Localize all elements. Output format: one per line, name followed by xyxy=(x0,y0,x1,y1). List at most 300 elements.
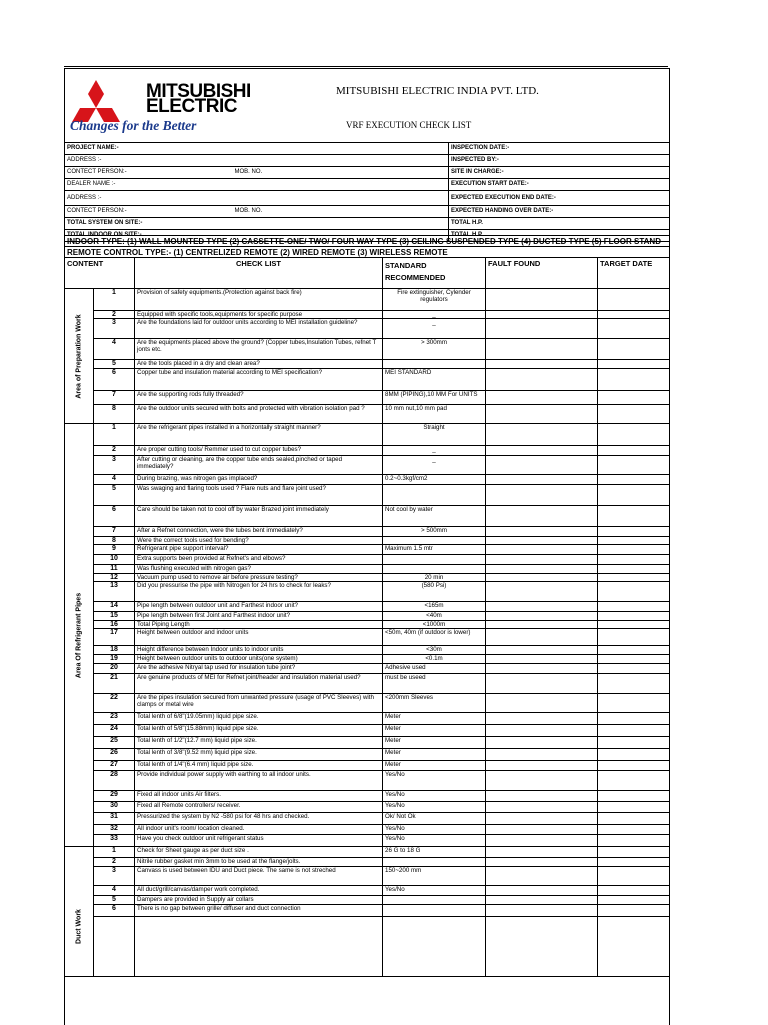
checklist-row xyxy=(65,369,670,391)
item-standard: Yes/No xyxy=(383,771,486,791)
item-target-date-cell[interactable] xyxy=(598,574,670,582)
checklist-row xyxy=(65,867,670,886)
item-fault-found-cell[interactable] xyxy=(486,858,598,867)
item-fault-found-cell[interactable] xyxy=(486,694,598,713)
item-number: 1 xyxy=(94,847,135,858)
item-fault-found-cell[interactable] xyxy=(486,737,598,749)
item-number: 28 xyxy=(94,771,135,791)
item-standard: _ xyxy=(383,456,486,475)
item-number: 1 xyxy=(94,289,135,311)
top-border xyxy=(64,66,668,67)
item-standard: Meter xyxy=(383,725,486,737)
item-standard: <30m xyxy=(383,646,486,655)
item-fault-found-cell[interactable] xyxy=(486,646,598,655)
item-check-text: Extra supports been provided at Refnet's and elbows? xyxy=(135,555,383,565)
item-number: 2 xyxy=(94,311,135,319)
item-standard: <40m xyxy=(383,612,486,621)
checklist-row xyxy=(65,655,670,664)
item-check-text: Nitrile rubber gasket min 3mm to be used at the flange/jolts. xyxy=(135,858,383,867)
item-fault-found-cell[interactable] xyxy=(486,545,598,555)
item-standard: 150~200 mm xyxy=(383,867,486,886)
item-fault-found-cell[interactable] xyxy=(486,713,598,725)
checklist-row xyxy=(65,360,670,369)
item-target-date-cell[interactable] xyxy=(598,737,670,749)
item-number: 4 xyxy=(94,886,135,896)
col-checklist: CHECK LIST xyxy=(135,258,383,289)
item-standard: > 300mm xyxy=(383,339,486,360)
checklist-row xyxy=(65,761,670,771)
info-mid xyxy=(233,218,449,230)
item-target-date-cell[interactable] xyxy=(598,339,670,360)
checklist-row xyxy=(65,896,670,905)
item-fault-found-cell[interactable] xyxy=(486,629,598,646)
info-label: ADDRESS :- xyxy=(65,191,233,206)
item-check-text: All duct/grill/canvas/damper work completed. xyxy=(135,886,383,896)
section-label: Duct Work xyxy=(75,909,83,944)
item-target-date-cell[interactable] xyxy=(598,713,670,725)
item-target-date-cell[interactable] xyxy=(598,813,670,825)
info-right-label: INSPECTION DATE:- xyxy=(449,143,670,155)
item-fault-found-cell[interactable] xyxy=(486,791,598,802)
item-check-text: Are the equipments placed above the ground? (Copper tubes,Insulation Tubes, refnet T jonts etc. xyxy=(135,339,383,360)
checklist-row xyxy=(65,582,670,602)
checklist-row xyxy=(65,339,670,360)
checklist-row xyxy=(65,905,670,917)
item-check-text: Pressurized the system by N2 -580 psi for 48 hrs and checked. xyxy=(135,813,383,825)
item-target-date-cell[interactable] xyxy=(598,791,670,802)
info-row xyxy=(65,179,670,191)
item-number: 4 xyxy=(94,475,135,485)
item-number: 7 xyxy=(94,391,135,405)
item-standard: Not cool by water xyxy=(383,506,486,527)
item-number: 2 xyxy=(94,446,135,456)
item-standard: <0.1m xyxy=(383,655,486,664)
item-standard xyxy=(383,896,486,905)
item-check-text: Total lenth of 3/8"(9.52 mm) liquid pipe size. xyxy=(135,749,383,761)
item-check-text: Was flushing executed with nitrogen gas? xyxy=(135,565,383,574)
item-target-date-cell[interactable] xyxy=(598,905,670,917)
item-check-text: Total Piping Length xyxy=(135,621,383,629)
item-standard: _ xyxy=(383,311,486,319)
item-standard: _ xyxy=(383,446,486,456)
item-fault-found-cell[interactable] xyxy=(486,319,598,339)
checklist-row xyxy=(65,664,670,674)
item-fault-found-cell[interactable] xyxy=(486,485,598,506)
item-check-text: Total lenth of 6/8"(19.05mm) liquid pipe size. xyxy=(135,713,383,725)
checklist-row xyxy=(65,565,670,574)
item-target-date-cell[interactable] xyxy=(598,485,670,506)
item-target-date-cell[interactable] xyxy=(598,771,670,791)
item-target-date-cell[interactable] xyxy=(598,545,670,555)
item-standard xyxy=(383,905,486,917)
item-check-text: During brazing, was nitrogen gas implaced? xyxy=(135,475,383,485)
item-target-date-cell[interactable] xyxy=(598,602,670,612)
checklist-table xyxy=(64,235,670,977)
item-number: 9 xyxy=(94,545,135,555)
item-number: 33 xyxy=(94,835,135,847)
item-fault-found-cell[interactable] xyxy=(486,339,598,360)
info-label: DEALER NAME :- xyxy=(65,179,233,191)
info-label: CONTECT PERSON:- xyxy=(65,167,233,179)
checklist-row xyxy=(65,629,670,646)
item-target-date-cell[interactable] xyxy=(598,835,670,847)
item-check-text: Canvass is used between IDU and Duct piece. The same is not streched xyxy=(135,867,383,886)
item-target-date-cell[interactable] xyxy=(598,612,670,621)
item-fault-found-cell[interactable] xyxy=(486,621,598,629)
item-standard: <50m, 40m (if outdoor is lower) xyxy=(383,629,486,646)
section-label: Area Of Refrigerant Pipes xyxy=(75,592,83,678)
item-fault-found-cell[interactable] xyxy=(486,391,598,405)
item-number: 26 xyxy=(94,749,135,761)
item-number: 32 xyxy=(94,825,135,835)
item-standard: <200mm Sleeves xyxy=(383,694,486,713)
item-standard: Meter xyxy=(383,737,486,749)
item-fault-found-cell[interactable] xyxy=(486,311,598,319)
item-check-text: After cutting or cleaning, are the copper tube ends sealed,pinched or taped immediately? xyxy=(135,456,383,475)
item-check-text: Are proper cutting tools/ Remmer used to cut copper tubes? xyxy=(135,446,383,456)
item-target-date-cell[interactable] xyxy=(598,311,670,319)
item-target-date-cell[interactable] xyxy=(598,664,670,674)
logo-tagline: Changes for the Better xyxy=(70,118,197,133)
item-check-text: Pipe length between outdoor unit and Farthest indoor unit? xyxy=(135,602,383,612)
item-target-date-cell[interactable] xyxy=(598,360,670,369)
item-target-date-cell[interactable] xyxy=(598,694,670,713)
item-check-text: Fixed all indoor units Air filters. xyxy=(135,791,383,802)
item-number: 20 xyxy=(94,664,135,674)
item-standard xyxy=(383,485,486,506)
checklist-row xyxy=(65,485,670,506)
item-standard: <1000m xyxy=(383,621,486,629)
item-standard: (580 Psi) xyxy=(383,582,486,602)
item-number: 15 xyxy=(94,612,135,621)
remote-type-row xyxy=(65,247,670,258)
item-standard: 10 mm nut,10 mm pad xyxy=(383,405,486,424)
item-fault-found-cell[interactable] xyxy=(486,813,598,825)
item-standard: Yes/No xyxy=(383,886,486,896)
item-target-date-cell[interactable] xyxy=(598,858,670,867)
info-label: TOTAL INDOOR ON SITE:- xyxy=(65,230,233,242)
checklist-row xyxy=(65,791,670,802)
item-target-date-cell[interactable] xyxy=(598,646,670,655)
item-number: 24 xyxy=(94,725,135,737)
item-check-text: Was swaging and flaring tools used ? Flare nuts and flare joint used? xyxy=(135,485,383,506)
item-fault-found-cell[interactable] xyxy=(486,886,598,896)
item-check-text: Are the foundations laid for outdoor units according to MEI installation guideline? xyxy=(135,319,383,339)
column-header-row xyxy=(65,258,670,289)
item-fault-found-cell[interactable] xyxy=(486,825,598,835)
item-target-date-cell[interactable] xyxy=(598,527,670,537)
item-target-date-cell[interactable] xyxy=(598,424,670,446)
col-standard: STANDARD RECOMMENDED xyxy=(383,258,486,289)
item-check-text: Are genuine products of MEI for Refnet joint/header and insulation material used? xyxy=(135,674,383,694)
item-fault-found-cell[interactable] xyxy=(486,405,598,424)
item-number: 13 xyxy=(94,582,135,602)
item-number: 18 xyxy=(94,646,135,655)
item-fault-found-cell[interactable] xyxy=(486,664,598,674)
item-fault-found-cell[interactable] xyxy=(486,475,598,485)
item-standard xyxy=(383,858,486,867)
checklist-row xyxy=(65,771,670,791)
item-standard: Meter xyxy=(383,749,486,761)
col-target-date: TARGET DATE xyxy=(598,258,670,289)
checklist-row xyxy=(65,475,670,485)
item-target-date-cell[interactable] xyxy=(598,555,670,565)
item-standard: Meter xyxy=(383,713,486,725)
item-target-date-cell[interactable] xyxy=(598,886,670,896)
item-target-date-cell[interactable] xyxy=(598,446,670,456)
item-number: 10 xyxy=(94,555,135,565)
item-fault-found-cell[interactable] xyxy=(486,424,598,446)
item-check-text: Total lenth of 5/8"(15.88mm) liquid pipe size. xyxy=(135,725,383,737)
section-label-cell xyxy=(65,847,94,977)
item-target-date-cell[interactable] xyxy=(598,506,670,527)
project-info-table xyxy=(64,142,670,242)
item-number: 3 xyxy=(94,319,135,339)
item-check-text: There is no gap between grille/ diffuser and duct connection xyxy=(135,905,383,917)
item-standard: Straight xyxy=(383,424,486,446)
checklist-row xyxy=(65,847,670,858)
item-number: 25 xyxy=(94,737,135,749)
item-target-date-cell[interactable] xyxy=(598,825,670,835)
info-mid xyxy=(233,143,449,155)
item-standard: Maximum 1.5 mtr xyxy=(383,545,486,555)
item-number: 3 xyxy=(94,867,135,886)
item-number: 30 xyxy=(94,802,135,813)
info-right-label: SITE IN CHARGE:- xyxy=(449,167,670,179)
item-target-date-cell[interactable] xyxy=(598,655,670,664)
item-check-text: Total lenth of 1/4"(6.4 mm) liquid pipe size. xyxy=(135,761,383,771)
item-target-date-cell[interactable] xyxy=(598,761,670,771)
checklist-row xyxy=(65,319,670,339)
info-label: TOTAL SYSTEM ON SITE:- xyxy=(65,218,233,230)
item-number: 5 xyxy=(94,896,135,905)
item-number: 16 xyxy=(94,621,135,629)
item-target-date-cell[interactable] xyxy=(598,621,670,629)
section-label-cell xyxy=(65,424,94,847)
item-standard xyxy=(383,917,486,977)
section-label: Area of Preparation Work xyxy=(75,313,83,399)
checklist-row xyxy=(65,825,670,835)
item-fault-found-cell[interactable] xyxy=(486,360,598,369)
checklist-row xyxy=(65,537,670,545)
item-number: 19 xyxy=(94,655,135,664)
item-check-text: Provision of safety equipments.(Protection against back fire) xyxy=(135,289,383,311)
item-fault-found-cell[interactable] xyxy=(486,867,598,886)
item-standard: 20 min xyxy=(383,574,486,582)
checklist-row xyxy=(65,835,670,847)
checklist-row xyxy=(65,646,670,655)
item-number: 11 xyxy=(94,565,135,574)
item-fault-found-cell[interactable] xyxy=(486,725,598,737)
info-mid: MOB. NO. xyxy=(233,206,449,218)
item-standard xyxy=(383,360,486,369)
item-target-date-cell[interactable] xyxy=(598,565,670,574)
item-check-text: Height between outdoor units to outdoor units(one system) xyxy=(135,655,383,664)
item-fault-found-cell[interactable] xyxy=(486,527,598,537)
item-number: 1 xyxy=(94,424,135,446)
item-fault-found-cell[interactable] xyxy=(486,574,598,582)
item-standard: _ xyxy=(383,319,486,339)
checklist-row xyxy=(65,506,670,527)
item-standard: Adhesive used xyxy=(383,664,486,674)
item-target-date-cell[interactable] xyxy=(598,847,670,858)
item-check-text: Vacuum pump used to remove air before pressure testing? xyxy=(135,574,383,582)
checklist-row xyxy=(65,713,670,725)
item-check-text: Are the tools placed in a dry and clean area? xyxy=(135,360,383,369)
checklist-row xyxy=(65,621,670,629)
item-standard: Ok/ Not Ok xyxy=(383,813,486,825)
item-check-text: Fixed all Remote controllers/ receiver. xyxy=(135,802,383,813)
item-check-text: Dampers are provided in Supply air collars xyxy=(135,896,383,905)
item-check-text: After a Refnet connection, were the tubes bent immediately? xyxy=(135,527,383,537)
item-fault-found-cell[interactable] xyxy=(486,602,598,612)
item-target-date-cell[interactable] xyxy=(598,749,670,761)
info-right-label: EXECUTION START DATE:- xyxy=(449,179,670,191)
item-number: 5 xyxy=(94,485,135,506)
checklist-row xyxy=(65,749,670,761)
item-fault-found-cell[interactable] xyxy=(486,847,598,858)
item-fault-found-cell[interactable] xyxy=(486,802,598,813)
item-standard xyxy=(383,565,486,574)
item-number: 6 xyxy=(94,506,135,527)
item-number: 27 xyxy=(94,761,135,771)
item-target-date-cell[interactable] xyxy=(598,456,670,475)
checklist-row xyxy=(65,527,670,537)
item-standard: Yes/No xyxy=(383,835,486,847)
item-fault-found-cell[interactable] xyxy=(486,555,598,565)
item-check-text: Did you pressurise the pipe with Nitrogen for 24 hrs to check for leaks? xyxy=(135,582,383,602)
item-check-text: Are the supporting rods fully threaded? xyxy=(135,391,383,405)
checklist-row xyxy=(65,574,670,582)
item-standard: Yes/No xyxy=(383,825,486,835)
checklist-row xyxy=(65,694,670,713)
item-target-date-cell[interactable] xyxy=(598,369,670,391)
checklist-row xyxy=(65,917,670,977)
item-standard xyxy=(383,537,486,545)
item-target-date-cell[interactable] xyxy=(598,674,670,694)
item-check-text: All indoor unit's room/ location cleaned. xyxy=(135,825,383,835)
info-label: CONTECT PERSON:- xyxy=(65,206,233,218)
item-fault-found-cell[interactable] xyxy=(486,674,598,694)
checklist-row xyxy=(65,858,670,867)
item-fault-found-cell[interactable] xyxy=(486,537,598,545)
item-target-date-cell[interactable] xyxy=(598,289,670,311)
item-target-date-cell[interactable] xyxy=(598,917,670,977)
info-right-label: TOTAL H.P. xyxy=(449,230,670,242)
item-standard: MEI STANDARD xyxy=(383,369,486,391)
item-standard: Fire extinguisher, Cylender regulators xyxy=(383,289,486,311)
item-target-date-cell[interactable] xyxy=(598,405,670,424)
item-check-text: Height difference between Indoor units to indoor units xyxy=(135,646,383,655)
item-target-date-cell[interactable] xyxy=(598,537,670,545)
info-right-label: EXPECTED EXECUTION END DATE:- xyxy=(449,191,670,206)
item-target-date-cell[interactable] xyxy=(598,867,670,886)
item-standard xyxy=(383,555,486,565)
checklist-row xyxy=(65,456,670,475)
item-fault-found-cell[interactable] xyxy=(486,896,598,905)
info-row xyxy=(65,218,670,230)
info-right-label: EXPECTED HANDING OVER DATE:- xyxy=(449,206,670,218)
info-label: PROJECT NAME:- xyxy=(65,143,233,155)
item-number: 22 xyxy=(94,694,135,713)
item-target-date-cell[interactable] xyxy=(598,896,670,905)
info-row xyxy=(65,155,670,167)
item-standard: 26 G to 18 G xyxy=(383,847,486,858)
remote-type-text: REMOTE CONTROL TYPE:- (1) CENTRELIZED REMOTE (2) WIRED REMOTE (3) WIRELESS REMOTE xyxy=(65,247,670,258)
item-fault-found-cell[interactable] xyxy=(486,771,598,791)
info-row xyxy=(65,206,670,218)
checklist-row xyxy=(65,424,670,446)
item-target-date-cell[interactable] xyxy=(598,319,670,339)
item-fault-found-cell[interactable] xyxy=(486,917,598,977)
item-target-date-cell[interactable] xyxy=(598,391,670,405)
item-fault-found-cell[interactable] xyxy=(486,582,598,602)
checklist-row xyxy=(65,311,670,319)
item-number: 29 xyxy=(94,791,135,802)
item-check-text: Copper tube and insulation material according to MEI specification? xyxy=(135,369,383,391)
item-target-date-cell[interactable] xyxy=(598,725,670,737)
item-target-date-cell[interactable] xyxy=(598,629,670,646)
item-fault-found-cell[interactable] xyxy=(486,835,598,847)
item-check-text: Are the adhesive Nitryal tap used for insulation tube joint? xyxy=(135,664,383,674)
item-target-date-cell[interactable] xyxy=(598,475,670,485)
item-fault-found-cell[interactable] xyxy=(486,289,598,311)
item-fault-found-cell[interactable] xyxy=(486,761,598,771)
document-title: VRF EXECUTION CHECK LIST xyxy=(346,120,472,130)
item-check-text: Equipped with specific tools,equipments for specific purpose xyxy=(135,311,383,319)
checklist-row xyxy=(65,802,670,813)
col-content: CONTENT xyxy=(65,258,135,289)
item-fault-found-cell[interactable] xyxy=(486,612,598,621)
item-standard: Yes/No xyxy=(383,802,486,813)
checklist-row xyxy=(65,405,670,424)
checklist-row xyxy=(65,725,670,737)
item-fault-found-cell[interactable] xyxy=(486,655,598,664)
item-fault-found-cell[interactable] xyxy=(486,506,598,527)
item-number: 31 xyxy=(94,813,135,825)
info-mid xyxy=(233,191,449,206)
indoor-type-text: INDOOR TYPE: (1) WALL MOUNTED TYPE (2) CASSETTE-ONE/ TWO/ FOUR WAY TYPE (3) CEILING SUSPENDED TYPE (4) DUCTED TYPE (5) FLOOR STAND xyxy=(65,236,670,247)
info-row xyxy=(65,191,670,206)
info-right-label: TOTAL H.P. xyxy=(449,218,670,230)
item-standard: 8MM (PIPING),10 MM For UNITS xyxy=(383,391,486,405)
item-number: 21 xyxy=(94,674,135,694)
item-fault-found-cell[interactable] xyxy=(486,369,598,391)
info-right-label: INSPECTED BY:- xyxy=(449,155,670,167)
item-check-text: Refrigerant pipe support interval? xyxy=(135,545,383,555)
item-number: 14 xyxy=(94,602,135,612)
item-target-date-cell[interactable] xyxy=(598,582,670,602)
item-check-text: Provide individual power supply with earthing to all indoor units. xyxy=(135,771,383,791)
item-check-text: Are the refrigerant pipes installed in a horizontally straight manner? xyxy=(135,424,383,446)
item-fault-found-cell[interactable] xyxy=(486,565,598,574)
item-fault-found-cell[interactable] xyxy=(486,446,598,456)
checklist-row xyxy=(65,886,670,896)
item-fault-found-cell[interactable] xyxy=(486,749,598,761)
item-number: 8 xyxy=(94,537,135,545)
item-fault-found-cell[interactable] xyxy=(486,905,598,917)
info-row xyxy=(65,167,670,179)
item-target-date-cell[interactable] xyxy=(598,802,670,813)
item-standard: > 500mm xyxy=(383,527,486,537)
info-label: ADDRESS :- xyxy=(65,155,233,167)
item-check-text: Have you check outdoor unit refrigerant status xyxy=(135,835,383,847)
checklist-row xyxy=(65,446,670,456)
item-fault-found-cell[interactable] xyxy=(486,456,598,475)
item-standard: 0.2~0.3kgf/cm2 xyxy=(383,475,486,485)
company-logo xyxy=(66,78,281,134)
item-number: 3 xyxy=(94,456,135,475)
